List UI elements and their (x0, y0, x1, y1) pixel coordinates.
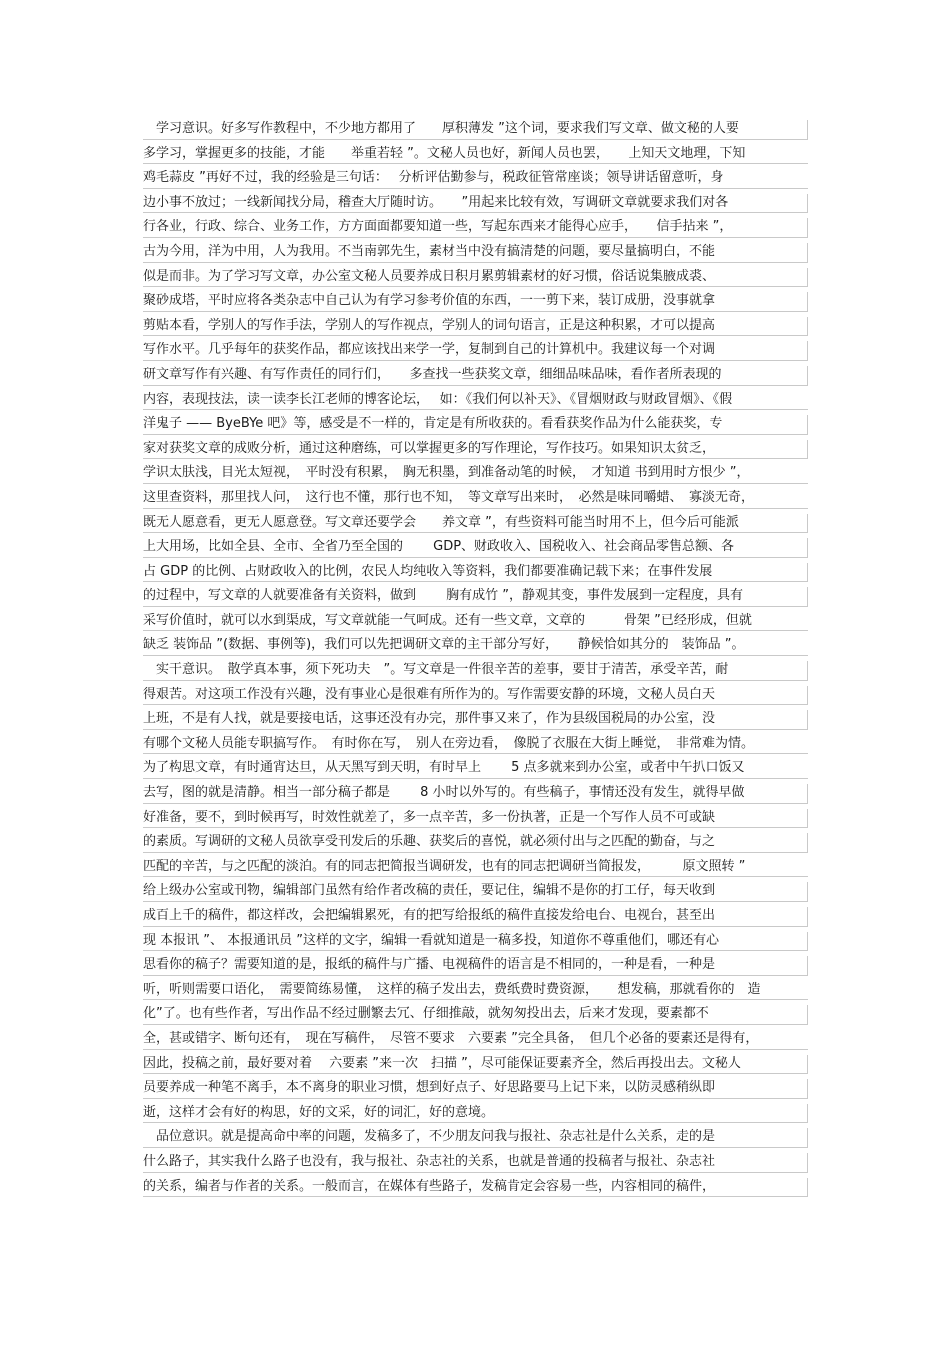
text-line: 古为今用，洋为中用，人为我用。不当南郭先生，素材当中没有搞清楚的问题，要尽量搞明白，不能 (143, 240, 808, 265)
text-line: 似是而非。为了学习写文章，办公室文秘人员要养成日积月累剪辑素材的好习惯，俗话说集腋成裘、 (143, 265, 808, 290)
text-line: 逝，这样才会有好的构思，好的文采，好的词汇，好的意境。 (143, 1101, 808, 1126)
text-line: 聚砂成塔，平时应将各类杂志中自己认为有学习参考价值的东西，一一剪下来，装订成册，没事就拿 (143, 289, 808, 314)
text-line: 有哪个文秘人员能专职搞写作。 有时你在写， 别人在旁边看， 像脱了衣服在大街上睡觉， 非常难为情。 (143, 732, 808, 757)
text-line: 既无人愿意看，更无人愿意登。写文章还要学会 养文章 ”，有些资料可能当时用不上，但今后可能派 (143, 511, 808, 536)
text-line: 因此，投稿之前，最好要对着 六要素 ”来一次 扫描 ”，尽可能保证要素齐全，然后再投出去。文秘人 (143, 1052, 808, 1077)
text-line: 成百上千的稿件，都这样改，会把编辑累死，有的把写给报纸的稿件直接发给电台、电视台，甚至出 (143, 904, 808, 929)
text-line: 采写价值时，就可以水到渠成，写文章就能一气呵成。还有一些文章，文章的 骨架 ”已经形成，但就 (143, 609, 808, 634)
text-line: 去写，图的就是清静。相当一部分稿子都是 8 小时以外写的。有些稿子，事情还没有发生，就得早做 (143, 781, 808, 806)
text-line: 洋鬼子 —— ByeBYe 吧》等，感受是不一样的，肯定是有所收获的。看看获奖作品为什么能获奖，专 (143, 412, 808, 437)
text-line: 学习意识。好多写作教程中，不少地方都用了 厚积薄发 ”这个词，要求我们写文章、做文秘的人要 (143, 117, 808, 142)
text-line: 的关系，编者与作者的关系。一般而言，在媒体有些路子，发稿肯定会容易一些，内容相同的稿件， (143, 1175, 808, 1200)
text-line: 鸡毛蒜皮 ”再好不过，我的经验是三句话： 分析评估勤参与，税政征管常座谈；领导讲话留意听，身 (143, 166, 808, 191)
text-line: 员要养成一种笔不离手，本不离身的职业习惯，想到好点子、好思路要马上记下来，以防灵感稍纵即 (143, 1076, 808, 1101)
text-line: 听，听则需要口语化， 需要简练易懂， 这样的稿子发出去，费纸费时费资源， 想发稿，那就看你的 造 (143, 978, 808, 1003)
text-line: 这里查资料，那里找人问， 这行也不懂，那行也不知， 等文章写出来时， 必然是味同嚼蜡、 寡淡无奇， (143, 486, 808, 511)
text-line: 为了构思文章，有时通宵达旦，从天黑写到天明，有时早上 5 点多就来到办公室，或者中午扒口饭又 (143, 756, 808, 781)
text-line: 得艰苦。对这项工作没有兴趣，没有事业心是很难有所作为的。写作需要安静的环境，文秘人员白天 (143, 683, 808, 708)
text-line: 品位意识。就是提高命中率的问题，发稿多了，不少朋友问我与报社、杂志社是什么关系，走的是 (143, 1125, 808, 1150)
text-line: 好准备，要不，到时候再写，时效性就差了，多一点辛苦，多一份执著，正是一个写作人员不可或缺 (143, 806, 808, 831)
text-line: 多学习，掌握更多的技能，才能 举重若轻 ”。文秘人员也好，新闻人员也罢， 上知天文地理，下知 (143, 142, 808, 167)
text-line: 上班，不是有人找，就是要接电话，这事还没有办完，那件事又来了，作为县级国税局的办公室，没 (143, 707, 808, 732)
body-text (143, 117, 808, 1199)
text-line: 现 本报讯 ”、 本报通讯员 ”这样的文字，编辑一看就知道是一稿多投，知道你不尊重他们，哪还有心 (143, 929, 808, 954)
text-line: 写作水平。几乎每年的获奖作品，都应该找出来学一学，复制到自己的计算机中。我建议每一个对调 (143, 338, 808, 363)
text-line: 匹配的辛苦，与之匹配的淡泊。有的同志把简报当调研发，也有的同志把调研当简报发， 原文照转 ” (143, 855, 808, 880)
text-line: 内容，表现技法，读一读李长江老师的博客论坛， 如：《我们何以补天》、《冒烟财政与财政冒烟》、《假 (143, 388, 808, 413)
text-line: 占 GDP 的比例、占财政收入的比例，农民人均纯收入等资料，我们都要准确记载下来；在事件发展 (143, 560, 808, 585)
text-line: 学识太肤浅，目光太短视， 平时没有积累， 胸无积墨，到准备动笔的时候， 才知道 书到用时方恨少 ”， (143, 461, 808, 486)
text-line: 剪贴本看，学别人的写作手法，学别人的写作视点，学别人的词句语言，正是这种积累，才可以提高 (143, 314, 808, 339)
text-line: 上大用场，比如全县、全市、全省乃至全国的 GDP、财政收入、国税收入、社会商品零售总额、各 (143, 535, 808, 560)
text-line: 给上级办公室或刊物，编辑部门虽然有给作者改稿的责任，要记住，编辑不是你的打工仔，每天收到 (143, 879, 808, 904)
text-line: 化”了。也有些作者，写出作品不经过删繁去冗、仔细推敲，就匆匆投出去，后来才发现，要素都不 (143, 1002, 808, 1027)
text-line: 研文章写作有兴趣、有写作责任的同行们， 多查找一些获奖文章，细细品味品味，看作者所表现的 (143, 363, 808, 388)
text-line: 什么路子，其实我什么路子也没有，我与报社、杂志社的关系，也就是普通的投稿者与报社、杂志社 (143, 1150, 808, 1175)
text-line: 实干意识。 散学真本事，须下死功夫 ”。写文章是一件很辛苦的差事，要甘于清苦，承受辛苦，耐 (143, 658, 808, 683)
text-line: 缺乏 装饰品 ”(数据、事例等)，我们可以先把调研文章的主干部分写好， 静候恰如其分的 装饰品 ”。 (143, 633, 808, 658)
text-line: 思看你的稿子？需要知道的是，报纸的稿件与广播、电视稿件的语言是不相同的，一种是看，一种是 (143, 953, 808, 978)
text-line: 全，甚或错字、断句还有， 现在写稿件， 尽管不要求 六要素 ”完全具备， 但几个必备的要素还是得有， (143, 1027, 808, 1052)
text-line: 行各业，行政、综合、业务工作，方方面面都要知道一些，写起东西来才能得心应手， 信手拈来 ”， (143, 215, 808, 240)
text-line: 边小事不放过；一线新闻找分局，稽查大厅随时访。 ”用起来比较有效，写调研文章就要求我们对各 (143, 191, 808, 216)
text-line: 家对获奖文章的成败分析，通过这种磨练，可以掌握更多的写作理论，写作技巧。如果知识太贫乏， (143, 437, 808, 462)
text-line: 的素质。写调研的文秘人员欲享受刊发后的乐趣、获奖后的喜悦，就必须付出与之匹配的勤奋，与之 (143, 830, 808, 855)
text-line: 的过程中，写文章的人就要准备有关资料，做到 胸有成竹 ”，静观其变，事件发展到一定程度，具有 (143, 584, 808, 609)
